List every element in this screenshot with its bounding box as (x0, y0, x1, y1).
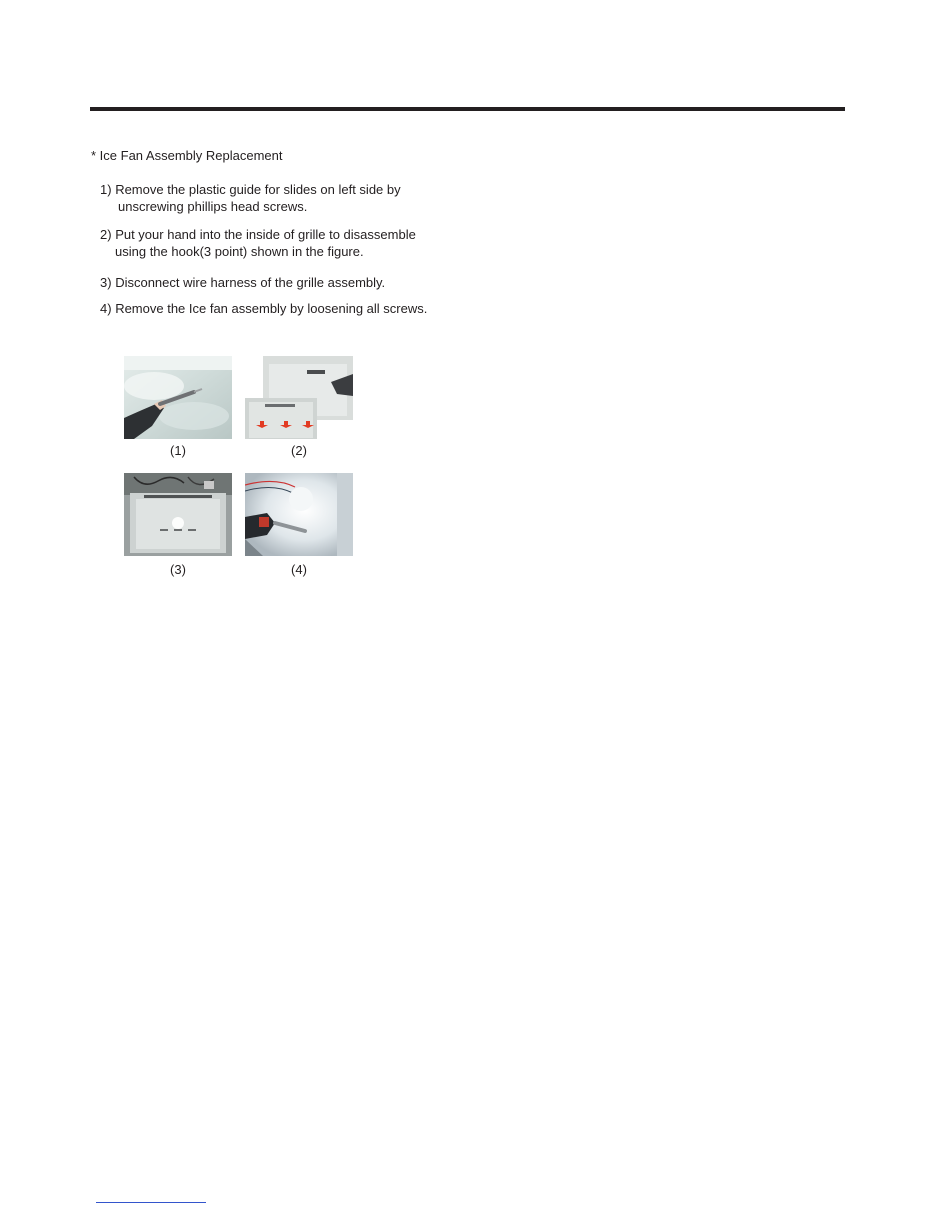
figure-2-caption: (2) (291, 443, 307, 458)
figure-1-caption: (1) (170, 443, 186, 458)
step-1 (100, 181, 401, 215)
figure-1-photo (124, 356, 232, 439)
step-1-text: Remove the plastic guide for slides on left side by (115, 182, 401, 197)
step-3 (100, 274, 385, 291)
section-heading: * Ice Fan Assembly Replacement (91, 148, 283, 163)
figure-4-photo (245, 473, 353, 556)
step-3-number: 3) (100, 275, 112, 290)
figure-4-caption: (4) (291, 562, 307, 577)
step-2-text: Put your hand into the inside of grille to disassemble (115, 227, 416, 242)
step-1-text-continued: unscrewing phillips head screws. (118, 199, 308, 214)
step-4-text: Remove the Ice fan assembly by loosening all screws. (115, 301, 428, 316)
step-4-number: 4) (100, 301, 112, 316)
footer-rule (96, 1202, 206, 1203)
step-2-number: 2) (100, 227, 112, 242)
step-2-text-continued: using the hook(3 point) shown in the figure. (115, 244, 364, 259)
step-3-text: Disconnect wire harness of the grille assembly. (115, 275, 386, 290)
step-4 (100, 300, 427, 317)
step-1-number: 1) (100, 182, 112, 197)
step-2 (100, 226, 416, 260)
figure-3-photo (124, 473, 232, 556)
figure-3-caption: (3) (170, 562, 186, 577)
figure-2-photo (245, 356, 353, 439)
header-rule (90, 107, 845, 111)
